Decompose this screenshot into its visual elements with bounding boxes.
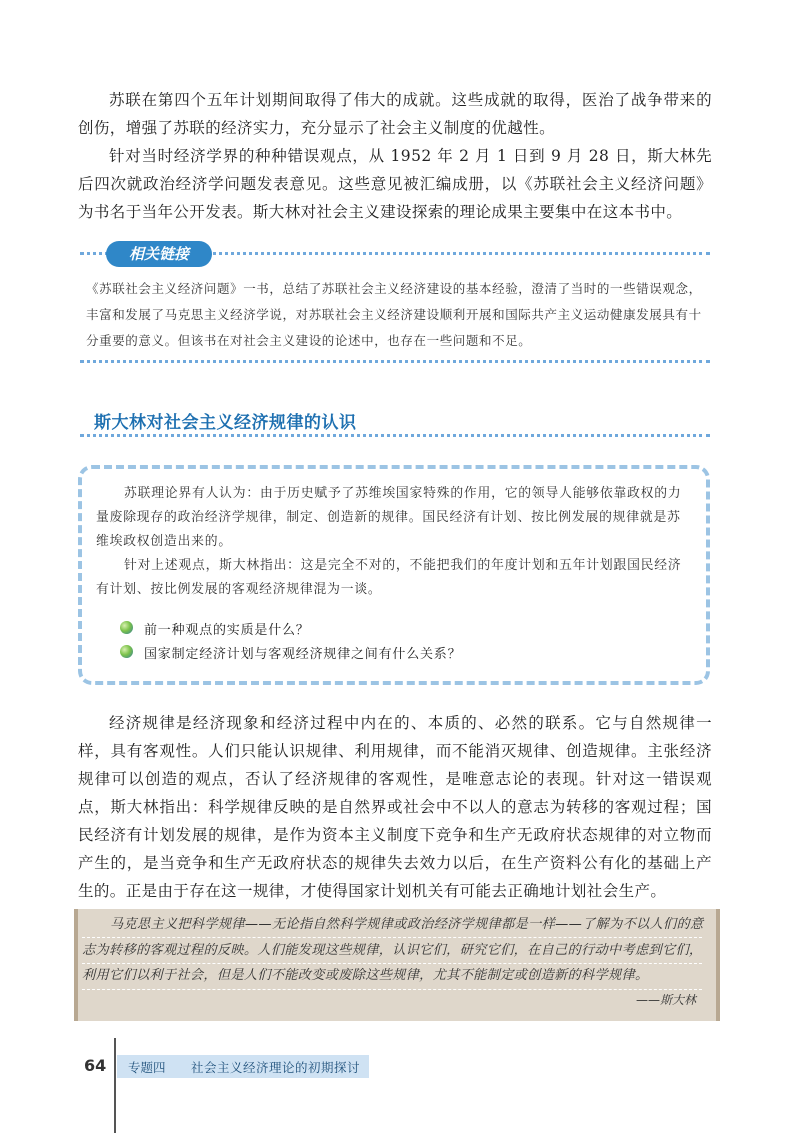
section-title: 斯大林对社会主义经济规律的认识 xyxy=(94,413,357,433)
body-paragraph-3: 经济规律是经济现象和经济过程中内在的、本质的、必然的联系。它与自然规律一样，具有客观性。人们只能认识规律、利用规律，而不能消灭规律、创造规律。主张经济规律可以创造的观点，否认了经济规律的客观性，是唯意志论的表现。针对这一错误观点，斯大林指出：科学规律反映的是自然界或社会中不以人的意志为转移的客观过程；国民经济有计划发展的规律，是作为资本主义制度下竞争和生产无政府状态规律的对立物而产生的，是当竞争和生产无政府状态的规律失去效力以后，在生产资料公有化的基础上产生的。正是由于存在这一规律，才使得国家计划机关有可能去正确地计划社会生产。 xyxy=(78,714,712,900)
related-link-tag: 相关链接 xyxy=(106,241,212,267)
quote-text: 马克思主义把科学规律——无论指自然科学规律或政治经济学规律都是一样——了解为不以人们的意志为转移的客观过程的反映。人们能发现这些规律，认识它们，研究它们，在自己的行动中考虑到它们，利用它们以利于社会，但是人们不能改变或废除这些规律，尤其不能制定或创造新的科学规律。 xyxy=(82,917,704,983)
section-title-divider xyxy=(80,434,710,437)
related-link-text: 《苏联社会主义经济问题》一书，总结了苏联社会主义经济建设的基本经验，澄清了当时的一些错误观念，丰富和发展了马克思主义经济学说，对苏联社会主义经济建设顺利开展和国际共产主义运动健康发展具有十分重要的意义。但该书在对社会主义建设的论述中，也存在一些问题和不足。 xyxy=(86,281,702,348)
footer-chapter-title: 社会主义经济理论的初期探讨 xyxy=(191,1060,361,1075)
quote-rule xyxy=(82,989,702,990)
related-link-bottom-divider xyxy=(80,360,710,363)
discussion-question-1 xyxy=(120,619,310,638)
body-paragraph-2: 针对当时经济学界的种种错误观点，从 1952 年 2 月 1 日到 9 月 28 日，斯大林先后四次就政治经济学问题发表意见。这些意见被汇编成册，以《苏联社会主义经济问题》为书名于当年公开发表。斯大林对社会主义建设探索的理论成果主要集中在这本书中。 xyxy=(78,147,712,221)
quote-author: ——斯大林 xyxy=(635,993,696,1007)
page-number: 64 xyxy=(84,1056,107,1075)
discussion-paragraph-1: 苏联理论界有人认为：由于历史赋予了苏维埃国家特殊的作用，它的领导人能够依靠政权的力量废除现存的政治经济学规律，制定、创造新的规律。国民经济有计划、按比例发展的规律就是苏维埃政权创造出来的。 xyxy=(96,486,682,549)
footer-vertical-rule xyxy=(114,1038,116,1133)
discussion-question-2 xyxy=(120,643,461,662)
discussion-paragraph-2: 针对上述观点，斯大林指出：这是完全不对的，不能把我们的年度计划和五年计划跟国民经济有计划、按比例发展的客观经济规律混为一谈。 xyxy=(96,558,682,597)
question-text: 国家制定经济计划与客观经济规律之间有什么关系？ xyxy=(144,647,462,662)
bullet-icon xyxy=(120,621,133,634)
body-paragraph-1: 苏联在第四个五年计划期间取得了伟大的成就。这些成就的取得，医治了战争带来的创伤，增强了苏联的经济实力，充分显示了社会主义制度的优越性。 xyxy=(78,91,712,137)
question-text: 前一种观点的实质是什么？ xyxy=(144,623,310,638)
bullet-icon xyxy=(120,645,133,658)
footer-topic: 专题四 xyxy=(128,1060,166,1075)
